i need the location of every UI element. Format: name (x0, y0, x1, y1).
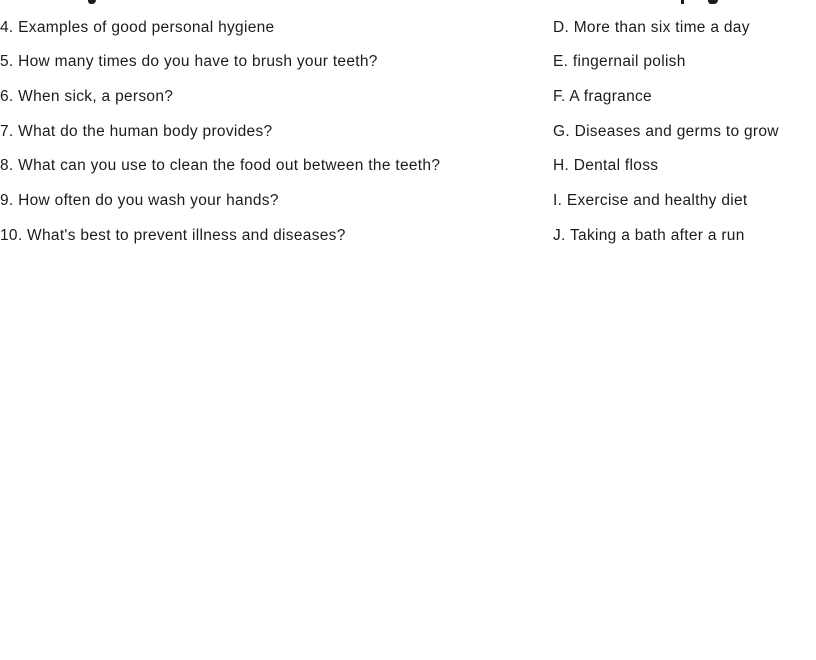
questions-column (0, 11, 440, 254)
answer-item: H. Dental floss (553, 157, 659, 175)
question-item: 6. When sick, a person? (0, 87, 174, 105)
clipped-descender-fragment (708, 0, 718, 4)
question-item: 7. What do the human body provides? (0, 122, 273, 140)
answer-item: I. Exercise and healthy diet (553, 192, 748, 210)
answer-item: F. A fragrance (553, 87, 652, 105)
answer-item: G. Diseases and germs to grow (553, 122, 779, 140)
clipped-descender-fragment (88, 0, 96, 4)
answer-item: J. Taking a bath after a run (553, 226, 745, 244)
question-item: 10. What's best to prevent illness and diseases? (0, 226, 346, 244)
answer-item: E. fingernail polish (553, 53, 686, 71)
question-item: 9. How often do you wash your hands? (0, 192, 279, 210)
answers-column (553, 11, 779, 254)
question-item: 4. Examples of good personal hygiene (0, 18, 275, 36)
question-item: 8. What can you use to clean the food out between the teeth? (0, 157, 441, 175)
answer-item: D. More than six time a day (553, 18, 750, 36)
clipped-descender-fragment (681, 0, 684, 4)
question-item: 5. How many times do you have to brush your teeth? (0, 53, 378, 71)
